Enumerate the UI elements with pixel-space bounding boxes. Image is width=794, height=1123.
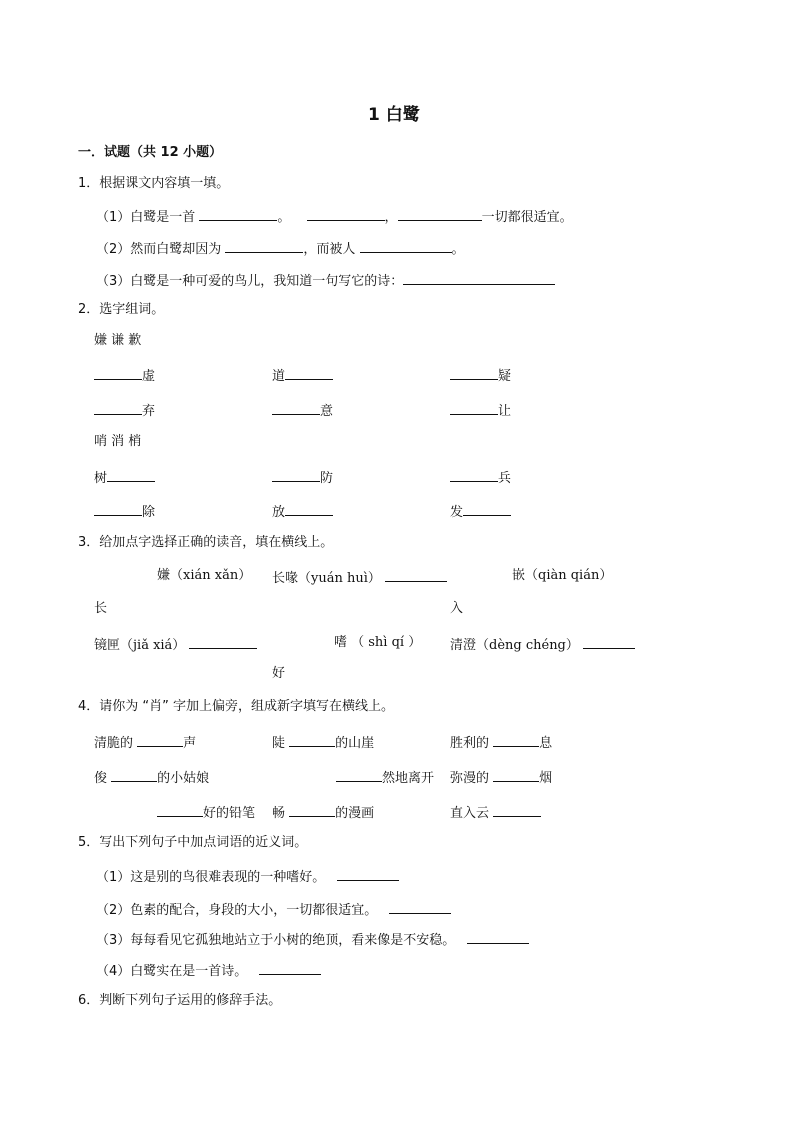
- q1-s1-text-b: 。: [277, 210, 295, 225]
- blank[interactable]: [289, 732, 335, 747]
- q5-sentence-2: [96, 899, 451, 920]
- q4-text: 的小姑娘: [157, 771, 210, 786]
- q5-sentence-3: [96, 929, 529, 950]
- q4-text: 然地离开: [382, 771, 435, 786]
- q4-item: [157, 802, 255, 823]
- blank[interactable]: [463, 501, 511, 516]
- q3-item-f: [450, 634, 635, 655]
- q4-text: 好的铅笔: [203, 806, 256, 821]
- q2-char-group-2: 哨 消 梢: [94, 434, 142, 449]
- q4-item: [336, 767, 434, 788]
- q1-s3-text-a: （3）白鹭是一种可爱的鸟儿，我知道一句写它的诗：: [96, 274, 404, 289]
- q4-text: 畅: [272, 806, 290, 821]
- blank[interactable]: [157, 802, 203, 817]
- blank[interactable]: [289, 802, 335, 817]
- q2-char-group-1: 嫌 谦 歉: [94, 333, 142, 348]
- q3-item-c-cont: 入: [450, 601, 464, 616]
- blank[interactable]: [583, 634, 635, 649]
- q3-item-b-text: 长喙（yuán huì）: [272, 571, 381, 586]
- q4-item: [272, 732, 374, 753]
- q3-item-e-cont: 好: [272, 666, 286, 681]
- q3-item-d: [94, 634, 257, 655]
- q2-char: 树: [94, 471, 108, 486]
- q2-item: [272, 467, 333, 488]
- q2-char: 疑: [498, 369, 512, 384]
- blank[interactable]: [398, 206, 482, 221]
- q5-text: （2）色素的配合，身段的大小，一切都很适宜。: [96, 903, 378, 918]
- q4-item: [272, 802, 374, 823]
- q4-item: [450, 767, 552, 788]
- section-heading: 一．试题（共 12 小题）: [78, 145, 223, 160]
- q1-s2-text-b: ，而被人: [303, 242, 360, 257]
- q2-item: [94, 400, 155, 421]
- q1-s1-text-d: 一切都很适宜。: [481, 210, 573, 225]
- q6-stem: 6．判断下列句子运用的修辞手法。: [78, 993, 282, 1008]
- q1-sentence-3: [96, 270, 555, 291]
- q2-char: 让: [498, 404, 512, 419]
- blank[interactable]: [360, 238, 452, 253]
- blank[interactable]: [137, 732, 183, 747]
- q5-text: （3）每每看见它孤独地站立于小树的绝顶，看来像是不安稳。: [96, 933, 456, 948]
- q2-item: [272, 501, 333, 522]
- q4-item: [450, 802, 541, 823]
- q4-item: [94, 767, 209, 788]
- q3-item-a: 嫌（xián xǎn）: [157, 568, 252, 583]
- q2-item: [450, 400, 511, 421]
- q2-item: [272, 400, 333, 421]
- blank[interactable]: [259, 960, 321, 975]
- q2-char: 除: [142, 505, 156, 520]
- blank[interactable]: [450, 365, 498, 380]
- blank[interactable]: [199, 206, 277, 221]
- q1-s1-text-c: ，: [384, 210, 398, 225]
- q2-item: [94, 365, 155, 386]
- q4-text: 的山崖: [335, 736, 375, 751]
- blank[interactable]: [336, 767, 382, 782]
- q2-char: 道: [272, 369, 286, 384]
- blank[interactable]: [389, 899, 451, 914]
- blank[interactable]: [107, 467, 155, 482]
- q4-item: [94, 732, 196, 753]
- blank[interactable]: [272, 467, 320, 482]
- q2-item: [94, 501, 155, 522]
- blank[interactable]: [189, 634, 257, 649]
- q2-char: 防: [320, 471, 334, 486]
- blank[interactable]: [467, 929, 529, 944]
- q1-s1-text-a: （1）白鹭是一首: [96, 210, 200, 225]
- q4-text: 息: [539, 736, 553, 751]
- q2-item: [450, 501, 511, 522]
- q2-item: [94, 467, 155, 488]
- q1-s2-text-a: （2）然而白鹭却因为: [96, 242, 226, 257]
- q2-char: 兵: [498, 471, 512, 486]
- q2-char: 意: [320, 404, 334, 419]
- q4-text: 俊: [94, 771, 112, 786]
- q3-item-a-cont: 长: [94, 601, 108, 616]
- page-title: 1 白鹭: [368, 105, 420, 125]
- blank[interactable]: [94, 365, 142, 380]
- blank[interactable]: [272, 400, 320, 415]
- q4-text: 烟: [539, 771, 553, 786]
- q4-text: 清脆的: [94, 736, 138, 751]
- blank[interactable]: [403, 270, 555, 285]
- blank[interactable]: [385, 567, 447, 582]
- blank[interactable]: [285, 365, 333, 380]
- q2-item: [450, 365, 511, 386]
- q1-stem: 1．根据课文内容填一填。: [78, 176, 230, 191]
- q2-char: 发: [450, 505, 464, 520]
- blank[interactable]: [285, 501, 333, 516]
- q4-text: 直入云: [450, 806, 494, 821]
- q3-stem: 3．给加点字选择正确的读音，填在横线上。: [78, 535, 334, 550]
- q4-stem: 4．请你为 “肖” 字加上偏旁，组成新字填写在横线上。: [78, 699, 395, 714]
- q4-text: 弥漫的: [450, 771, 494, 786]
- blank[interactable]: [493, 802, 541, 817]
- q4-text: 胜利的: [450, 736, 494, 751]
- q2-char: 放: [272, 505, 286, 520]
- q5-sentence-4: [96, 960, 321, 981]
- blank[interactable]: [493, 732, 539, 747]
- q1-sentence-1: [96, 206, 573, 227]
- blank[interactable]: [450, 467, 498, 482]
- q3-item-f-text: 清澄（dèng chéng）: [450, 638, 579, 653]
- q5-text: （4）白鹭实在是一首诗。: [96, 964, 248, 979]
- q2-item: [272, 365, 333, 386]
- q3-item-d-text: 镜匣（jiǎ xiá）: [94, 638, 186, 653]
- blank[interactable]: [307, 206, 385, 221]
- q1-sentence-2: [96, 238, 465, 259]
- q5-text: （1）这是别的鸟很难表现的一种嗜好。: [96, 870, 326, 885]
- q2-stem: 2．选字组词。: [78, 302, 165, 317]
- q5-sentence-1: [96, 866, 399, 887]
- blank[interactable]: [94, 501, 142, 516]
- blank[interactable]: [225, 238, 303, 253]
- q4-item: [450, 732, 552, 753]
- q3-item-e: 嗜 （ shì qí ）: [334, 635, 422, 650]
- q2-char: 弃: [142, 404, 156, 419]
- q3-item-c: 嵌（qiàn qián）: [512, 568, 613, 583]
- q4-text: 声: [183, 736, 197, 751]
- blank[interactable]: [111, 767, 157, 782]
- q5-stem: 5．写出下列句子中加点词语的近义词。: [78, 835, 308, 850]
- q4-text: 陡: [272, 736, 290, 751]
- q4-text: 的漫画: [335, 806, 375, 821]
- blank[interactable]: [493, 767, 539, 782]
- blank[interactable]: [450, 400, 498, 415]
- q1-s2-text-c: 。: [451, 242, 465, 257]
- q2-item: [450, 467, 511, 488]
- q2-char: 虚: [142, 369, 156, 384]
- q3-item-b: [272, 567, 447, 588]
- blank[interactable]: [94, 400, 142, 415]
- blank[interactable]: [337, 866, 399, 881]
